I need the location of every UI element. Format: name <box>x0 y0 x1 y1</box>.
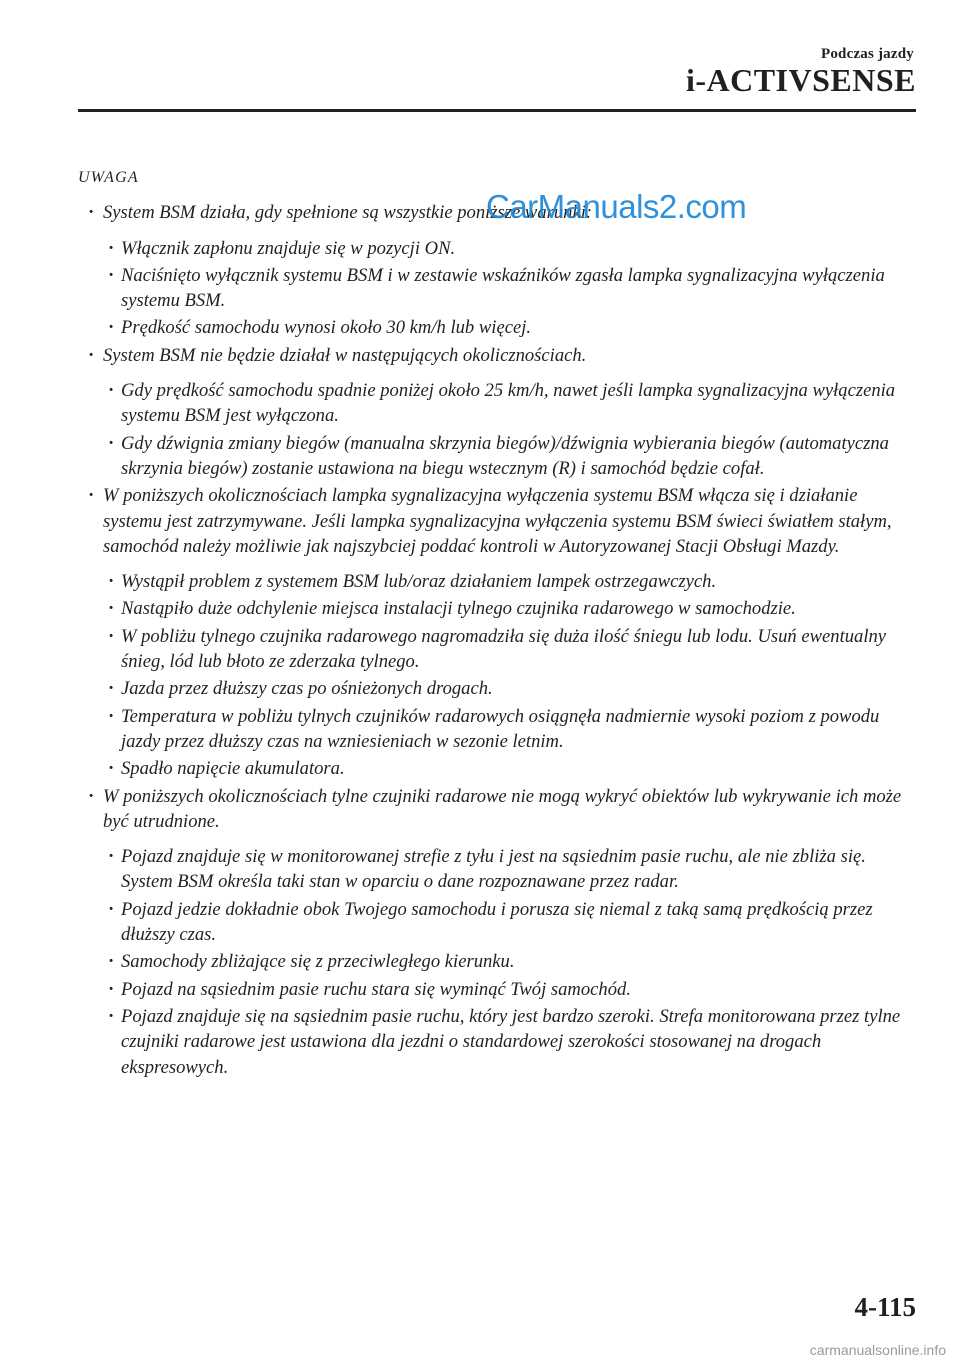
sub-list <box>78 569 918 781</box>
bullet-item: · System BSM nie będzie działał w następujących okolicznościach. <box>78 343 918 368</box>
sub-list <box>78 844 918 1080</box>
bullet-item: · W poniższych okolicznościach lampka sygnalizacyjna wyłączenia systemu BSM włącza się i działanie systemu jest zatrzymywane. Jeśli lampka sygnalizacyjna wyłączenia systemu BSM świeci światłem stałym, samochód należy możliwie jak najszybciej poddać kontroli w Autoryzowanej Stacji Obsługi Mazdy. <box>78 483 918 559</box>
note-heading: UWAGA <box>78 169 139 186</box>
sub-bullet-item: · Pojazd znajduje się w monitorowanej strefie z tyłu i jest na sąsiednim pasie ruchu, ale nie zbliża się. System BSM określa taki stan w oparciu o dane rozpoznawane przez radar. <box>78 844 918 895</box>
sub-bullet-item: · Włącznik zapłonu znajduje się w pozycji ON. <box>78 236 918 261</box>
sub-bullet-item: · Pojazd na sąsiednim pasie ruchu stara się wyminąć Twój samochód. <box>78 977 918 1002</box>
sub-bullet-item: · W pobliżu tylnego czujnika radarowego nagromadziła się duża ilość śniegu lub lodu. Usuń ewentualny śnieg, lód lub błoto ze zderzaka tylnego. <box>78 624 918 675</box>
sub-bullet-item: · Pojazd jedzie dokładnie obok Twojego samochodu i porusza się niemal z taką samą prędkością przez dłuższy czas. <box>78 897 918 948</box>
sub-bullet-item: · Pojazd znajduje się na sąsiednim pasie ruchu, który jest bardzo szeroki. Strefa monitorowana przez tylne czujniki radarowe jest ustawiona dla jezdni o standardowej szerokości stosowanej na drogach ekspresowych. <box>78 1004 918 1080</box>
sub-bullet-item: · Gdy dźwignia zmiany biegów (manualna skrzynia biegów)/dźwignia wybierania biegów (automatyczna skrzynia biegów) zostanie ustawiona na biegu wstecznym (R) i samochód będzie cofał. <box>78 431 918 482</box>
sub-list <box>78 378 918 481</box>
sub-bullet-item: · Jazda przez dłuższy czas po ośnieżonych drogach. <box>78 676 918 701</box>
sub-bullet-item: · Temperatura w pobliżu tylnych czujników radarowych osiągnęła nadmiernie wysoki poziom z powodu jazdy przez dłuższy czas na wzniesieniach w sezonie letnim. <box>78 704 918 755</box>
bullet-group <box>78 483 918 781</box>
header-section-label: Podczas jazdy <box>820 46 914 62</box>
header-title: i-ACTIVSENSE <box>685 62 916 98</box>
bullet-group <box>78 343 918 481</box>
note-content <box>78 165 918 1082</box>
watermark-footer-text: carmanualsonline.info <box>809 1342 946 1358</box>
header-rule <box>78 109 916 112</box>
watermark-logo-text: CarManuals2.com <box>486 188 747 225</box>
page-number: 4-115 <box>854 1292 916 1322</box>
sub-bullet-item: · Nastąpiło duże odchylenie miejsca instalacji tylnego czujnika radarowego w samochodzie. <box>78 596 918 621</box>
sub-list <box>78 236 918 341</box>
sub-bullet-item: · Gdy prędkość samochodu spadnie poniżej około 25 km/h, nawet jeśli lampka sygnalizacyjna wyłączenia systemu BSM jest wyłączona. <box>78 378 918 429</box>
sub-bullet-item: · Naciśnięto wyłącznik systemu BSM i w zestawie wskaźników zgasła lampka sygnalizacyjna wyłączenia systemu BSM. <box>78 263 918 314</box>
bullet-item: · System BSM działa, gdy spełnione są wszystkie poniższe warunki: <box>78 200 918 225</box>
bullet-group <box>78 784 918 1080</box>
bullet-item: · W poniższych okolicznościach tylne czujniki radarowe nie mogą wykryć obiektów lub wykrywanie ich może być utrudnione. <box>78 784 918 835</box>
sub-bullet-item: · Prędkość samochodu wynosi około 30 km/h lub więcej. <box>78 315 918 340</box>
sub-bullet-item: · Wystąpił problem z systemem BSM lub/oraz działaniem lampek ostrzegawczych. <box>78 569 918 594</box>
sub-bullet-item: · Spadło napięcie akumulatora. <box>78 756 918 781</box>
sub-bullet-item: · Samochody zbliżające się z przeciwległego kierunku. <box>78 949 918 974</box>
